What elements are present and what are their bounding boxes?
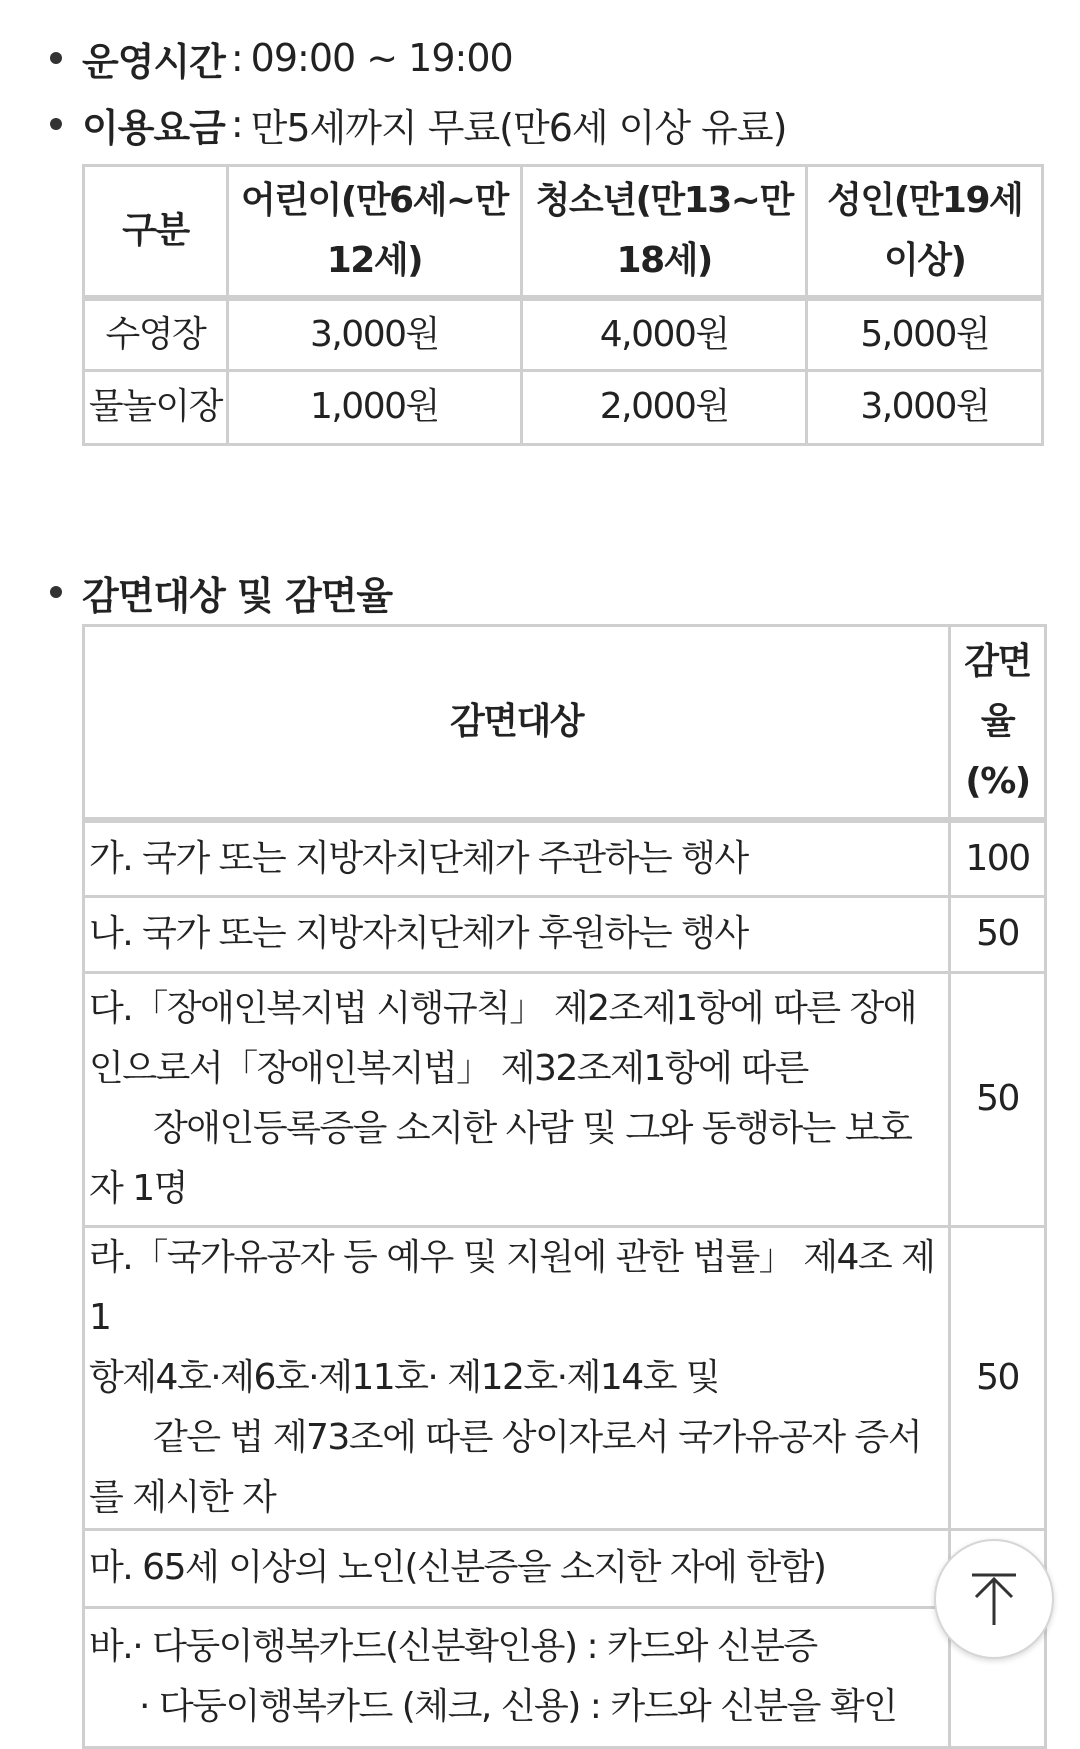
facility-name: 수영장: [84, 298, 228, 370]
discount-section-label: 감면대상 및 감면율: [82, 573, 393, 618]
price-cell: 5,000원: [807, 298, 1043, 370]
target-line: 다.「장애인복지법 시행규칙」 제2조제1항에 따른 장애: [89, 988, 917, 1029]
header-child: 어린이(만6세~만 12세): [227, 166, 521, 299]
bullet-icon: [50, 52, 62, 64]
target-line: 장애인등록증을 소지한 사람 및 그와 동행하는 보호: [153, 1108, 912, 1149]
hours-value: 09:00 ~ 19:00: [250, 36, 513, 80]
facility-name: 물놀이장: [84, 370, 228, 444]
target-line: 바.· 다둥이행복카드(신분확인용) : 카드와 신분증: [89, 1626, 817, 1667]
target-line: 마. 65세 이상의 노인(신분증을 소지한 자에 한함): [89, 1547, 826, 1588]
price-cell: 3,000원: [227, 298, 521, 370]
header-rate: 감면율(%): [950, 626, 1046, 821]
fee-value: 만5세까지 무료(만6세 이상 유료): [250, 105, 787, 150]
fee-table: [82, 164, 1044, 446]
discount-target: [84, 820, 950, 896]
discount-target: [84, 972, 950, 1226]
discount-target: [84, 1226, 950, 1529]
price-cell: 2,000원: [521, 370, 807, 444]
table-row: [84, 1226, 1046, 1529]
target-line: 인으로서「장애인복지법」 제32조제1항에 따른: [89, 1048, 808, 1089]
usage-fee: [0, 94, 786, 154]
separator: :: [230, 102, 243, 146]
bullet-icon: [50, 118, 62, 130]
table-row: [84, 298, 1043, 370]
table-row: [84, 1607, 1046, 1747]
table-row: [84, 896, 1046, 972]
discount-rate: 50: [950, 1226, 1046, 1529]
header-adult: 성인(만19세 이상): [807, 166, 1043, 299]
separator: :: [230, 36, 243, 80]
discount-rate: 50: [950, 972, 1046, 1226]
price-cell: 1,000원: [227, 370, 521, 444]
table-row: [84, 972, 1046, 1226]
target-line: 라.「국가유공자 등 예우 및 지원에 관한 법률」 제4조 제1: [89, 1236, 935, 1338]
header-youth: 청소년(만13~만 18세): [521, 166, 807, 299]
discount-target: [84, 896, 950, 972]
discount-section: [0, 562, 392, 622]
discount-target: [84, 1529, 950, 1607]
target-line: 나. 국가 또는 지방자치단체가 후원하는 행사: [89, 913, 748, 954]
table-header-row: [84, 626, 1046, 821]
scroll-to-top-button[interactable]: [934, 1539, 1054, 1659]
table-row: [84, 1529, 1046, 1607]
header-target: 감면대상: [84, 626, 950, 821]
table-row: [84, 820, 1046, 896]
price-cell: 4,000원: [521, 298, 807, 370]
hours-label: 운영시간: [82, 39, 225, 84]
table-row: [84, 370, 1043, 444]
operating-hours: [0, 28, 513, 88]
target-line: 자 1명: [89, 1168, 187, 1209]
target-line: 같은 법 제73조에 따른 상이자로서 국가유공자 증서: [153, 1416, 921, 1458]
discount-rate: 100: [950, 820, 1046, 896]
bullet-icon: [50, 586, 62, 598]
target-line: 를 제시한 자: [89, 1476, 276, 1518]
discount-rate: 50: [950, 896, 1046, 972]
table-header-row: [84, 166, 1043, 299]
discount-target: [84, 1607, 950, 1747]
price-cell: 3,000원: [807, 370, 1043, 444]
header-category: 구분: [84, 166, 228, 299]
discount-table: [82, 624, 1047, 1749]
arrow-up-icon: [964, 1569, 1024, 1629]
fee-label: 이용요금: [82, 105, 225, 150]
target-line: · 다둥이행복카드 (체크, 신용) : 카드와 신분을 확인: [139, 1686, 897, 1727]
target-line: 가. 국가 또는 지방자치단체가 주관하는 행사: [89, 837, 748, 879]
target-line: 항제4호·제6호·제11호· 제12호·제14호 및: [89, 1356, 720, 1398]
